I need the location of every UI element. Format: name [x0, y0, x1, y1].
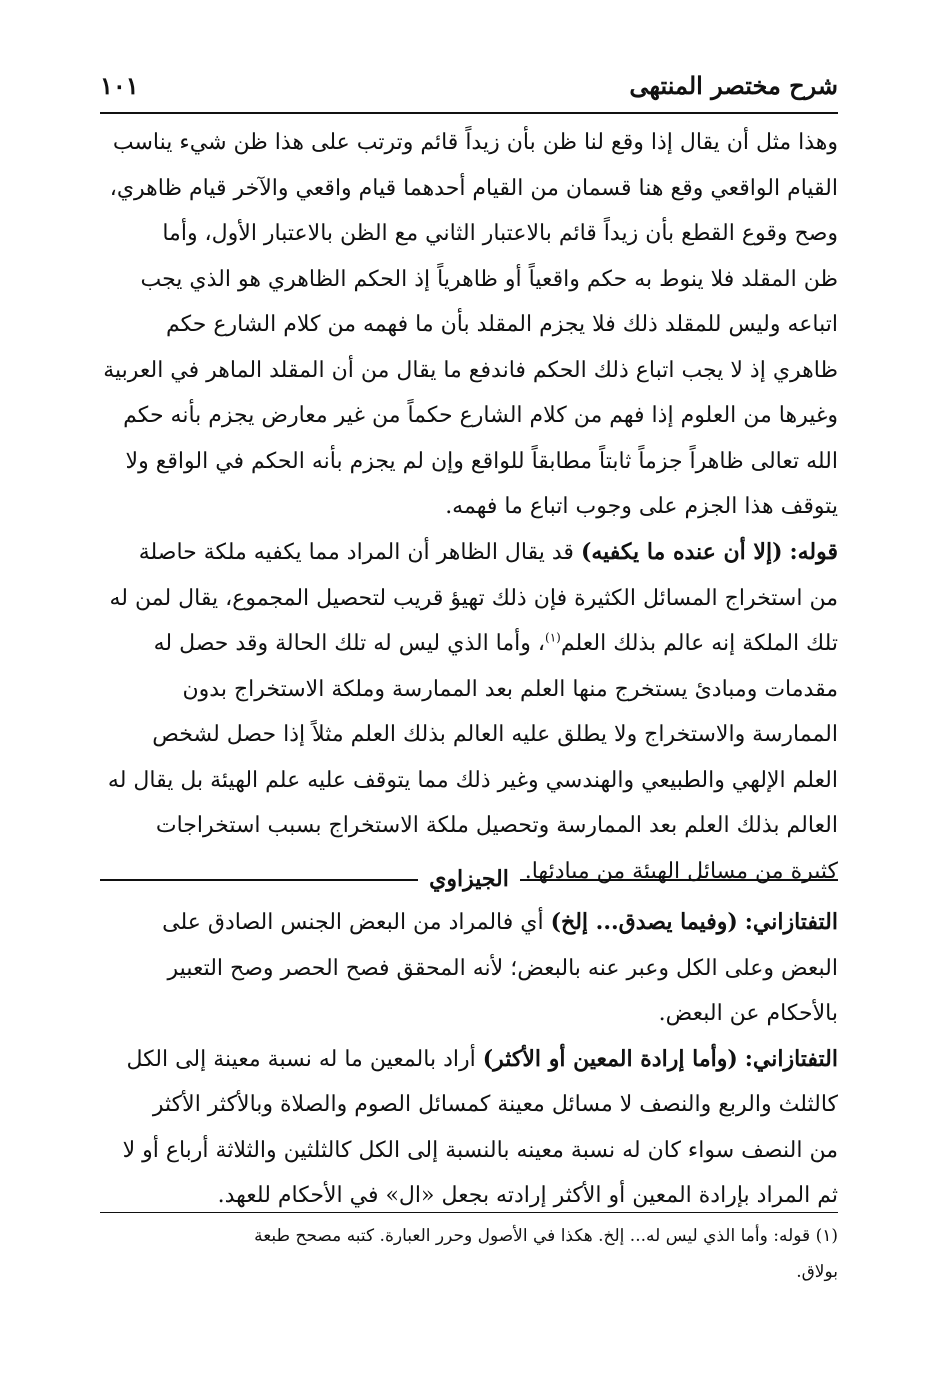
- line-text: تلك الملكة إنه عالم بذلك العلم: [560, 631, 838, 656]
- text-line: العلم الإلهي والطبيعي والهندسي وغير ذلك مما يتوقف عليه علم الهيئة بل يقال له: [107, 767, 838, 793]
- quoted-matn: (وفيما يصدق... إلخ): [550, 909, 738, 935]
- text-line: كالثلث والربع والنصف لا مسائل معينة كمسائل الصوم والصلاة وبالأكثر الأكثر: [152, 1092, 838, 1117]
- text-line: بالأحكام عن البعض.: [658, 1001, 838, 1026]
- text-line: وغيرها من العلوم إذا فهم من كلام الشارع حكماً من غير معارض يجزم بأنه حكم: [123, 403, 838, 428]
- section-divider: [100, 862, 838, 896]
- lead-word: التفتازاني:: [744, 1045, 838, 1072]
- text-line: البعض وعلى الكل وعبر عنه بالبعض؛ لأنه المحقق فصح الحصر وصح التعبير: [167, 955, 838, 981]
- text-line: وهذا مثل أن يقال إذا وقع لنا ظن بأن زيداً قائم وترتب على هذا ظن شيء يناسب: [112, 130, 838, 155]
- line-text: ، وأما الذي ليس له تلك الحالة وقد حصل له: [153, 631, 546, 656]
- line-text: أراد بالمعين ما له نسبة معينة إلى الكل: [126, 1046, 476, 1072]
- running-title: شرح مختصر المنتهى: [629, 71, 838, 100]
- text-line: [100, 621, 838, 667]
- text-line: يتوقف هذا الجزم على وجوب اتباع ما فهمه.: [445, 494, 838, 519]
- line-text: أي فالمراد من البعض الجنس الصادق على: [162, 910, 544, 935]
- text-line: [100, 530, 838, 576]
- text-line: من النصف سواء كان له نسبة معينه بالنسبة إلى الكل كالثلثين والثلاثة أرباع أو لا: [122, 1137, 838, 1163]
- text-line: الممارسة والاستخراج ولا يطلق عليه العالم بذلك العلم مثلاً إذا حصل لشخص: [152, 722, 838, 747]
- text-line: [100, 1037, 838, 1083]
- commentary-paragraph: [100, 120, 838, 530]
- divider-label: الجيزاوي: [429, 866, 509, 892]
- page-header: [100, 66, 838, 106]
- text-line: العالم بذلك العلم بعد الممارسة وتحصيل ملكة الاستخراج بسبب استخراجات: [155, 813, 838, 838]
- text-line: ظاهري إذ لا يجب اتباع ذلك الحكم فاندفع ما يقال من أن المقلد الماهر في العربية: [103, 357, 838, 383]
- text-line: من استخراج المسائل الكثيرة فإن ذلك تهيؤ قريب لتحصيل المجموع، يقال لمن له: [109, 585, 838, 611]
- header-rule: [100, 112, 838, 114]
- text-line: مقدمات ومبادئ يستخرج منها العلم بعد الممارسة وملكة الاستخراج بدون: [182, 676, 838, 702]
- gizawi-section: [100, 900, 838, 1219]
- quoted-matn: (وأما إرادة المعين أو الأكثر): [482, 1045, 738, 1072]
- footnote: [100, 1218, 838, 1290]
- qawluh-paragraph: [100, 530, 838, 894]
- text-line: اتباعه وليس للمقلد ذلك فلا يجزم المقلد بأن ما فهمه من كلام الشارع حكم: [165, 312, 838, 337]
- text-line: وصح وقوع القطع بأن زيداً قائم بالاعتبار الثاني مع الظن بالاعتبار الأول، وأما: [162, 221, 838, 246]
- line-text: قد يقال الظاهر أن المراد مما يكفيه ملكة حاصلة: [138, 540, 574, 565]
- page-number: ١٠١: [100, 71, 139, 100]
- text-line: القيام الواقعي وقع هنا قسمان من القيام أحدهما قيام واقعي والآخر قيام ظاهري،: [109, 175, 838, 201]
- footnote-rule: [100, 1212, 838, 1213]
- footnote-line: (١) قوله: وأما الذي ليس له... إلخ. هكذا في الأصول وحرر العبارة. كتبه مصحح طبعة: [254, 1226, 838, 1246]
- text-line: [100, 900, 838, 946]
- text-line: ظن المقلد فلا ينوط به حكم واقعياً أو ظاهرياً إذ الحكم الظاهري هو الذي يجب: [140, 266, 838, 292]
- lead-word: التفتازاني:: [744, 909, 838, 935]
- footnote-line: بولاق.: [796, 1262, 838, 1282]
- quoted-matn: (إلا أن عنده ما يكفيه): [580, 539, 783, 565]
- text-line: كثيرة من مسائل الهيئة من مبادئها.: [524, 858, 838, 884]
- lead-word: قوله:: [789, 539, 838, 565]
- footnote-marker: (١): [545, 630, 561, 645]
- text-line: ثم المراد بإرادة المعين أو الأكثر إرادته بجعل «ال» في الأحكام للعهد.: [217, 1183, 838, 1208]
- text-line: الله تعالى ظاهراً جزماً ثابتاً مطابقاً للواقع وإن لم يجزم بأنه الحكم في الواقع ولا: [125, 448, 838, 474]
